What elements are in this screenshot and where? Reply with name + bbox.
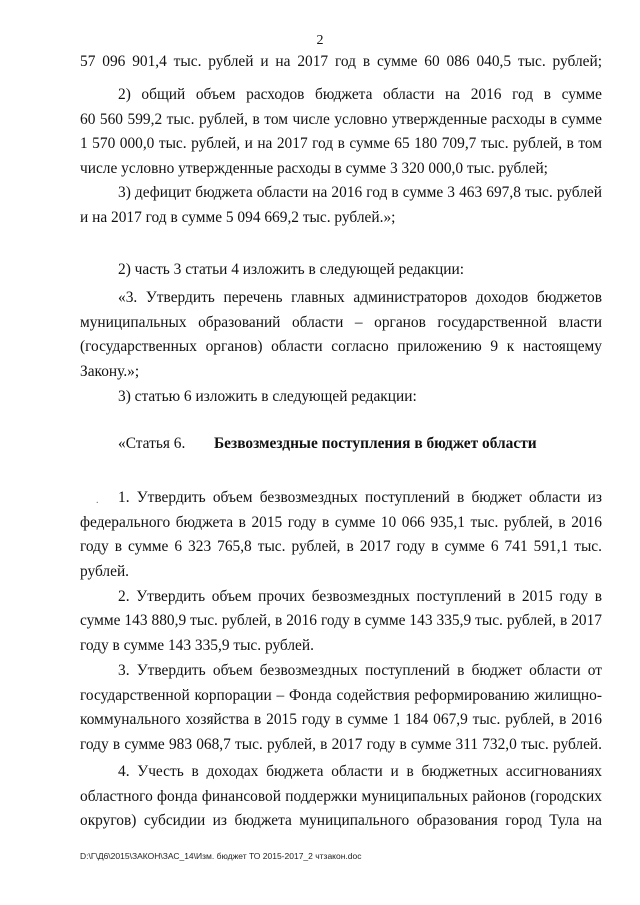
paragraph-line: 2) общий объем расходов бюджета области на 2016 год в сумме bbox=[118, 86, 602, 103]
paragraph-line: коммунального хозяйства в 2015 году в сумме 1 184 067,9 тыс. рублей, в 2016 bbox=[80, 711, 602, 728]
paragraph-line: федерального бюджета в 2015 году в сумме 10 066 935,1 тыс. рублей, в 2016 bbox=[80, 514, 602, 531]
paragraph-line: рублей. bbox=[80, 563, 130, 580]
paragraph-line: 2. Утвердить объем прочих безвозмездных поступлений в 2015 году в bbox=[118, 588, 602, 605]
article-title: Безвозмездные поступления в бюджет области bbox=[214, 435, 537, 452]
paragraph-line: 57 096 901,4 тыс. рублей и на 2017 год в сумме 60 086 040,5 тыс. рублей; bbox=[80, 53, 602, 70]
paragraph-line: 3) статью 6 изложить в следующей редакции: bbox=[118, 388, 417, 405]
paragraph-line: (государственных органов) области согласно приложению 9 к настоящему bbox=[80, 338, 602, 355]
paragraph-line: году в сумме 6 323 765,8 тыс. рублей, в 2017 году в сумме 6 741 591,1 тыс. bbox=[80, 538, 602, 555]
paragraph-line: 60 560 599,2 тыс. рублей, в том числе условно утвержденные расходы в сумме bbox=[80, 111, 602, 128]
paragraph-line: государственной корпорации – Фонда содействия реформированию жилищно- bbox=[80, 687, 602, 704]
paragraph-line: округов) субсидии из бюджета муниципального образования город Тула на bbox=[80, 812, 602, 829]
paragraph-line: году в сумме 143 335,9 тыс. рублей. bbox=[80, 637, 314, 654]
paragraph-line: муниципальных образований области – органов государственной власти bbox=[80, 314, 602, 331]
paragraph-line: 3. Утвердить объем безвозмездных поступлений в бюджет области от bbox=[118, 662, 602, 679]
paragraph-line: Закону.»; bbox=[80, 363, 140, 380]
paragraph-line: 3) дефицит бюджета области на 2016 год в сумме 3 463 697,8 тыс. рублей bbox=[118, 184, 602, 201]
paragraph-line: году в сумме 983 068,7 тыс. рублей, в 2017 году в сумме 311 732,0 тыс. рублей. bbox=[80, 736, 602, 753]
paragraph-line: числе условно утвержденные расходы в сумме 3 320 000,0 тыс. рублей; bbox=[80, 160, 548, 177]
paragraph-line: 2) часть 3 статьи 4 изложить в следующей редакции: bbox=[118, 261, 465, 278]
article-heading bbox=[118, 434, 537, 454]
stray-mark: . bbox=[96, 495, 99, 506]
page-number: 2 bbox=[316, 33, 324, 48]
paragraph-line: областного фонда финансовой поддержки муниципальных районов (городских bbox=[80, 788, 602, 805]
paragraph-line: 1. Утвердить объем безвозмездных поступлений в бюджет области из bbox=[118, 489, 602, 506]
file-path-footer: D:\Г\Д6\2015\ЗАКОН\ЗАС_14\Изм. бюджет ТО 2015-2017_2 чтзакон.doc bbox=[80, 851, 362, 861]
paragraph-line: 4. Учесть в доходах бюджета области и в бюджетных ассигнованиях bbox=[118, 763, 602, 780]
paragraph-line: «3. Утвердить перечень главных администраторов доходов бюджетов bbox=[118, 289, 602, 306]
paragraph-line: и на 2017 год в сумме 5 094 669,2 тыс. рублей.»; bbox=[80, 209, 396, 226]
paragraph-line: сумме 143 880,9 тыс. рублей, в 2016 году в сумме 143 335,9 тыс. рублей, в 2017 bbox=[80, 612, 602, 629]
article-number: «Статья 6. bbox=[118, 435, 186, 452]
paragraph-line: 1 570 000,0 тыс. рублей, и на 2017 год в сумме 65 180 709,7 тыс. рублей, в том bbox=[80, 135, 602, 152]
